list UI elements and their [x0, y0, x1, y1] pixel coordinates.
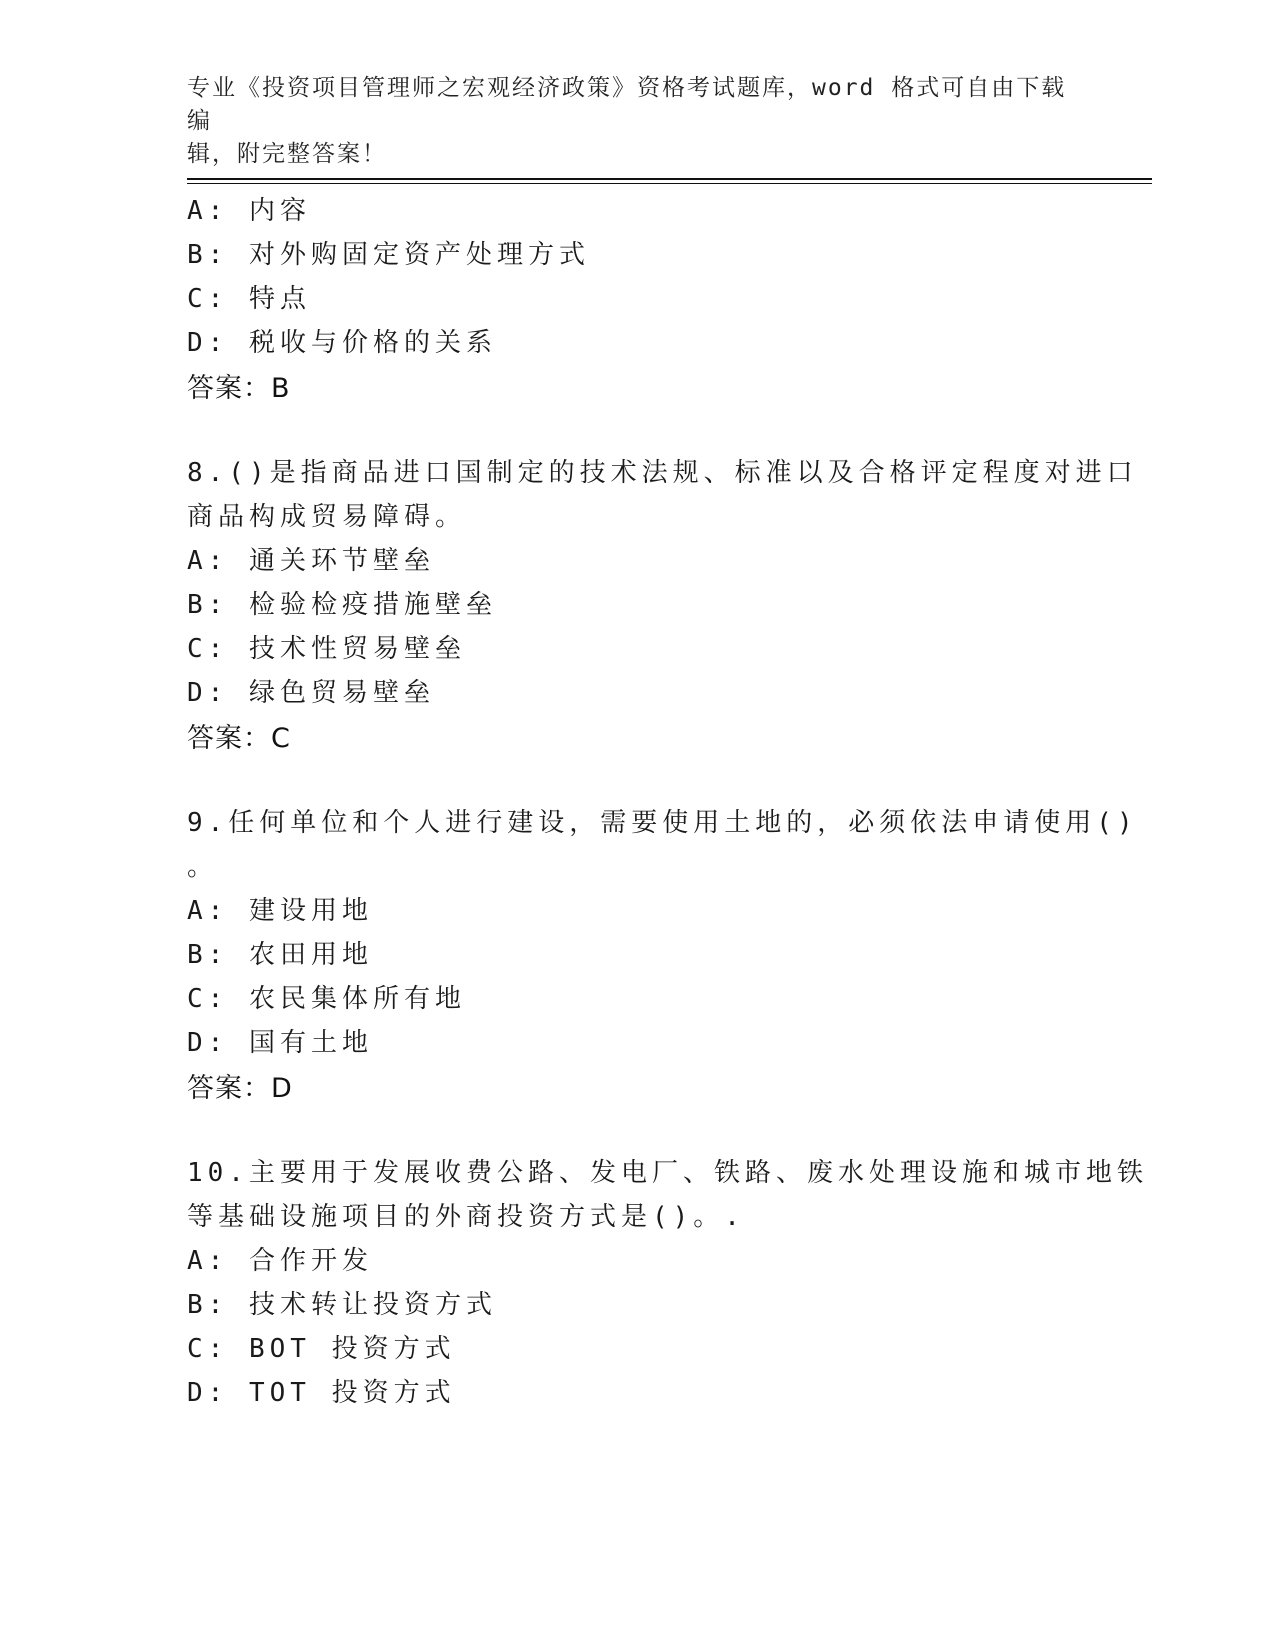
q9-stem-line-1: 9.任何单位和个人进行建设，需要使用土地的，必须依法申请使用()	[187, 808, 1138, 838]
q8-option-d: D: 绿色贸易壁垒	[187, 678, 435, 708]
q10-option-a: A: 合作开发	[187, 1246, 373, 1276]
q9-stem-line-2: 。	[187, 852, 219, 882]
q7-option-c: C: 特点	[187, 284, 311, 314]
q9-option-b: B: 农田用地	[187, 940, 373, 970]
q10-stem-line-1: 10.主要用于发展收费公路、发电厂、铁路、废水处理设施和城市地铁	[187, 1158, 1148, 1188]
q10-option-b: B: 技术转让投资方式	[187, 1290, 497, 1320]
q7-option-b: B: 对外购固定资产处理方式	[187, 240, 590, 270]
q8-stem-line-1: 8.()是指商品进口国制定的技术法规、标准以及合格评定程度对进口	[187, 458, 1138, 488]
header-divider-thin	[187, 183, 1152, 184]
header-divider-thick	[187, 178, 1152, 180]
q7-option-a: A: 内容	[187, 196, 311, 226]
document-header	[187, 72, 1087, 171]
q9-option-a: A: 建设用地	[187, 896, 373, 926]
q7-answer: 答案：B	[187, 373, 291, 404]
q9-option-c: C: 农民集体所有地	[187, 984, 466, 1014]
q9-option-d: D: 国有土地	[187, 1028, 373, 1058]
q10-option-c: C: BOT 投资方式	[187, 1334, 456, 1364]
q10-option-d: D: TOT 投资方式	[187, 1378, 456, 1408]
header-line-2: 辑，附完整答案！	[187, 141, 387, 167]
q8-stem-line-2: 商品构成贸易障碍。	[187, 502, 467, 532]
q9-answer: 答案：D	[187, 1073, 293, 1104]
header-line-1: 专业《投资项目管理师之宏观经济政策》资格考试题库，word 格式可自由下载编	[187, 75, 1067, 134]
q8-option-a: A: 通关环节壁垒	[187, 546, 435, 576]
q8-option-b: B: 检验检疫措施壁垒	[187, 590, 497, 620]
q8-option-c: C: 技术性贸易壁垒	[187, 634, 466, 664]
q8-answer: 答案：C	[187, 723, 291, 754]
q10-stem-line-2: 等基础设施项目的外商投资方式是()。.	[187, 1202, 745, 1232]
q7-option-d: D: 税收与价格的关系	[187, 328, 497, 358]
